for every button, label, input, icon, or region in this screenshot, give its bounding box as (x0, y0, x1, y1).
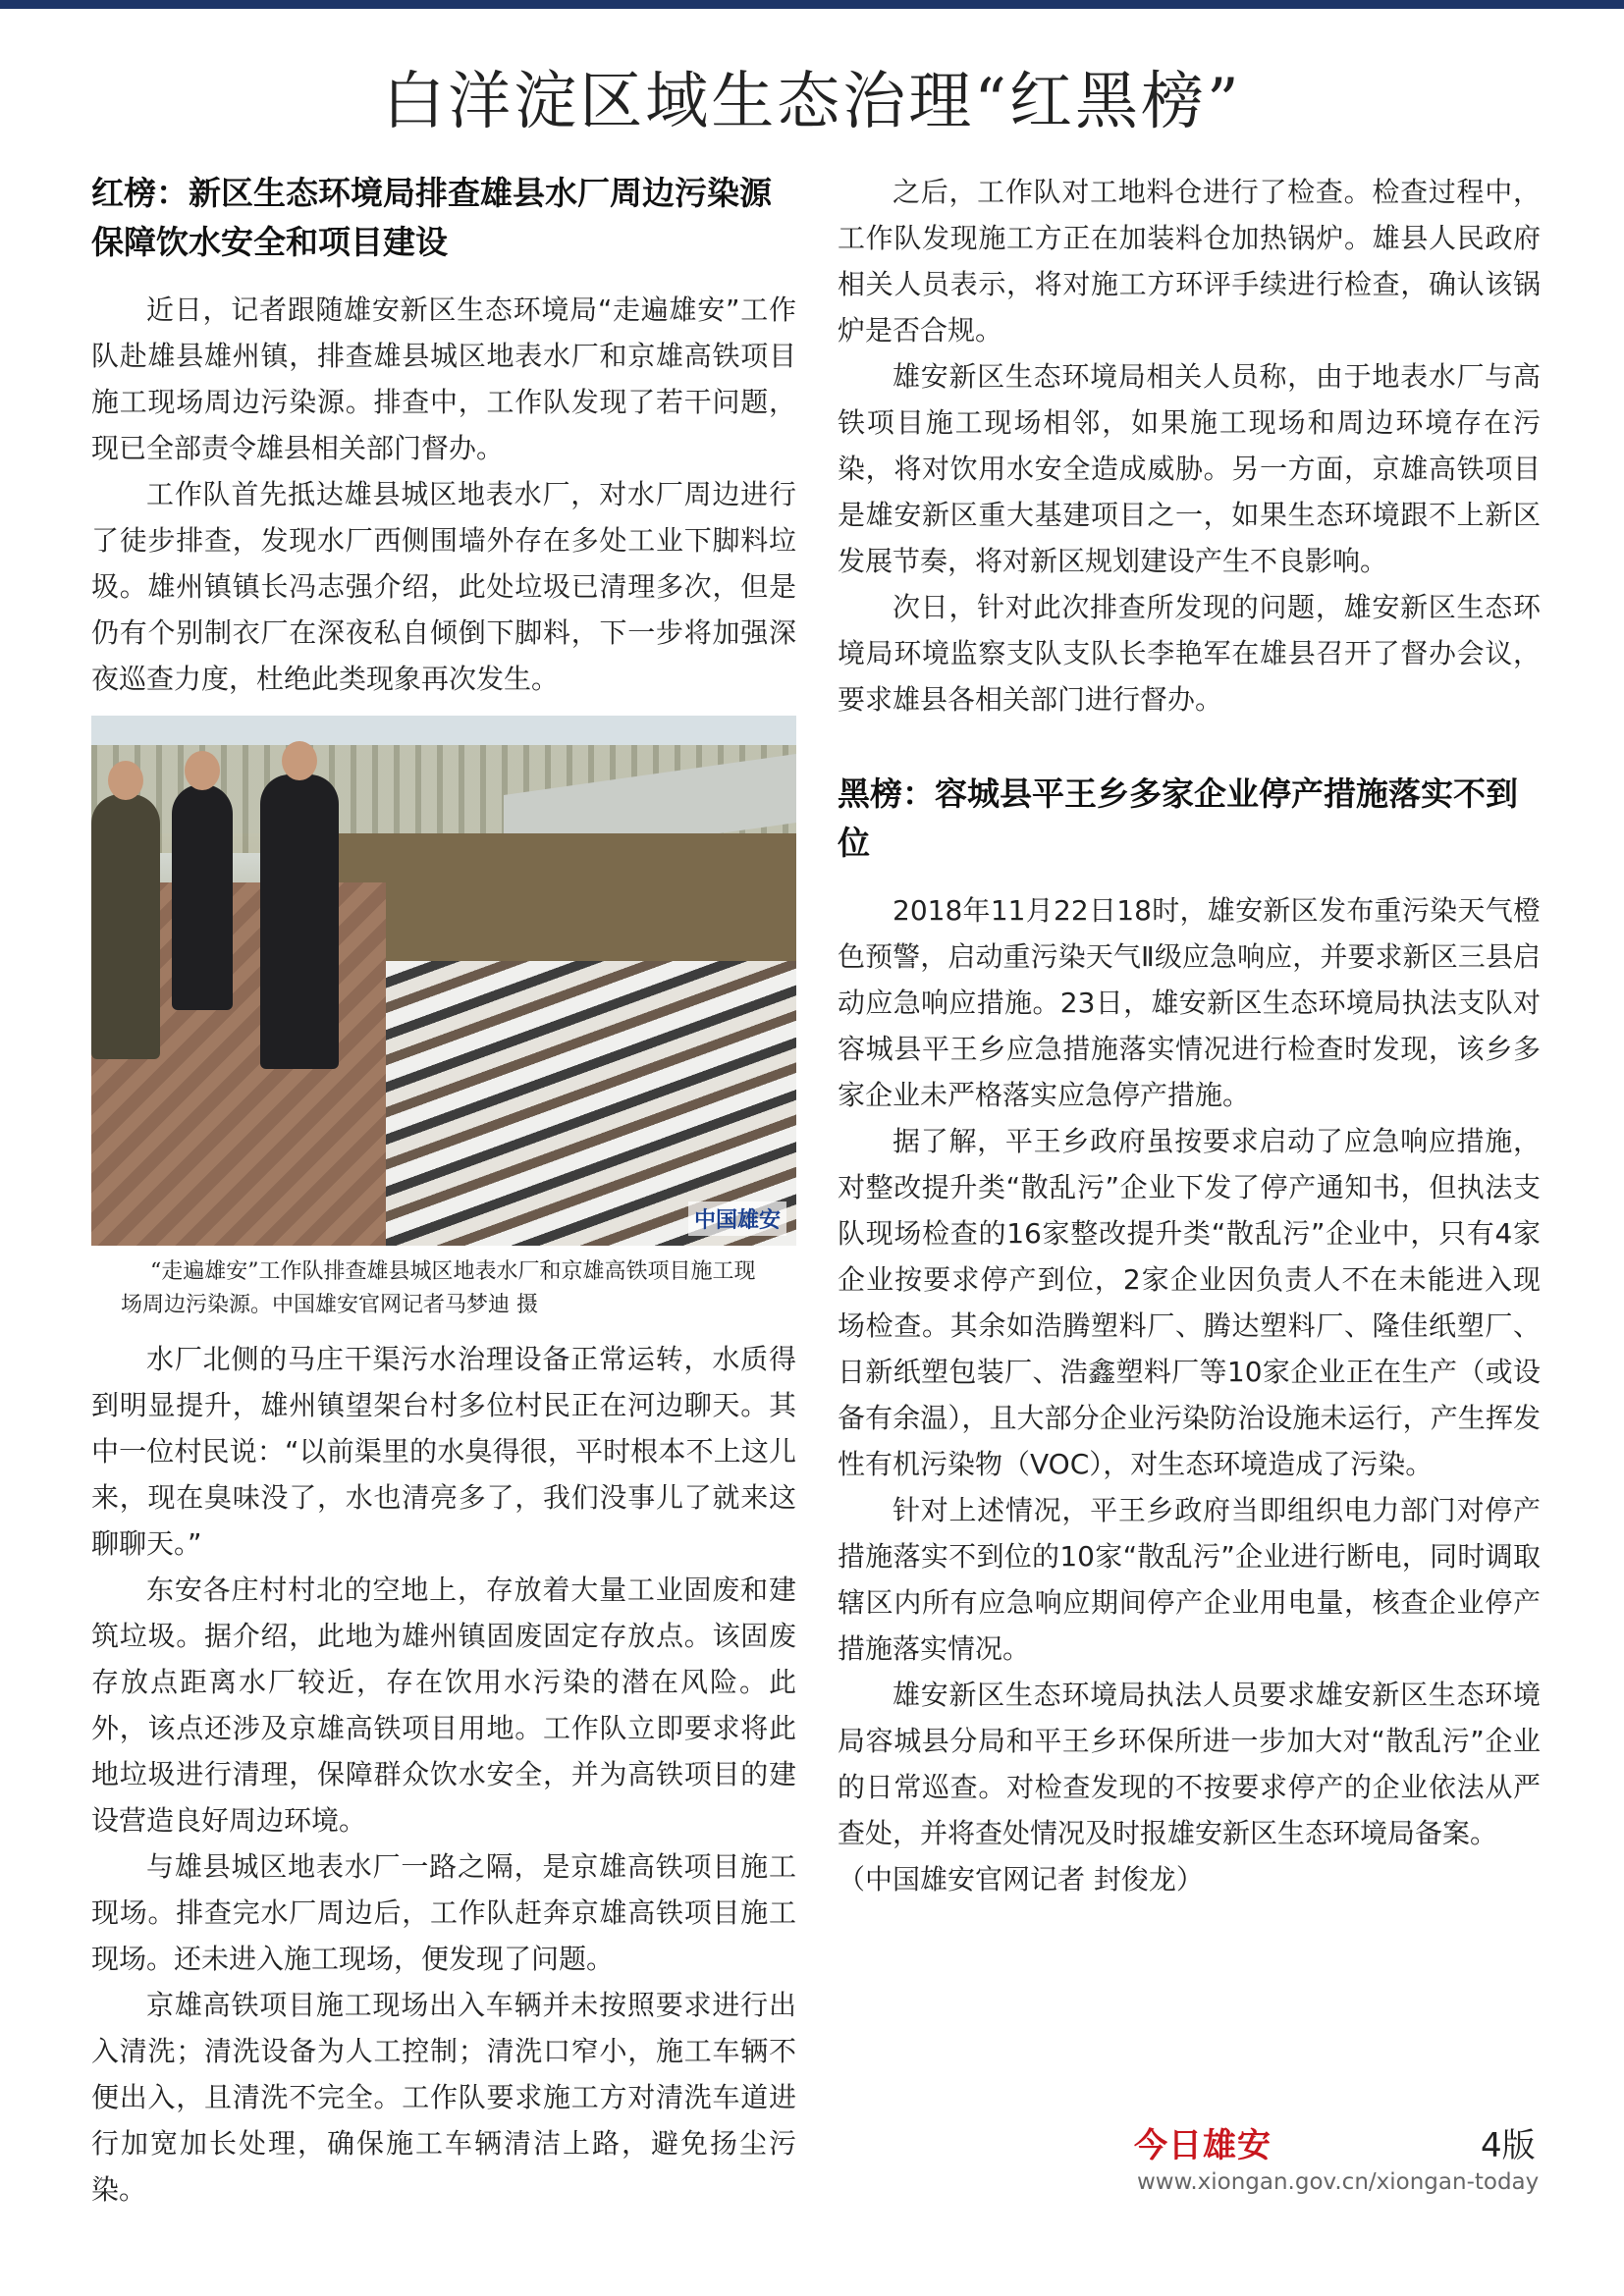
news-photo (91, 716, 796, 1246)
paragraph: 针对上述情况，平王乡政府当即组织电力部门对停产措施落实不到位的10家“散乱污”企业进行断电，同时调取辖区内所有应急响应期间停产企业用电量，核查企业停产措施落实情况。 (838, 1494, 1541, 1665)
photo-person (260, 774, 339, 1069)
paragraph: 雄安新区生态环境局相关人员称，由于地表水厂与高铁项目施工现场相邻，如果施工现场和周边环境存在污染，将对饮用水安全造成威胁。另一方面，京雄高铁项目是雄安新区重大基建项目之一，如果生态环境跟不上新区发展节奏，将对新区规划建设产生不良影响。 (838, 360, 1541, 577)
paragraph: 次日，针对此次排查所发现的问题，雄安新区生态环境局环境监察支队支队长李艳军在雄县召开了督办会议，要求雄县各相关部门进行督办。 (838, 591, 1541, 716)
paragraph: 东安各庄村村北的空地上，存放着大量工业固废和建筑垃圾。据介绍，此地为雄州镇固废固定存放点。该固废存放点距离水厂较近，存在饮用水污染的潜在风险。此外，该点还涉及京雄高铁项目用地。工作队立即要求将此地垃圾进行清理，保障群众饮水安全，并为高铁项目的建设营造良好周边环境。 (91, 1574, 796, 1837)
paragraph: 京雄高铁项目施工现场出入车辆并未按照要求进行出入清洗；清洗设备为人工控制；清洗口窄小，施工车辆不便出入，且清洗不完全。工作队要求施工方对清洗车道进行加宽加长处理，确保施工车辆清洁上路，避免扬尘污染。 (91, 1989, 796, 2206)
site-url: www.xiongan.gov.cn/xiongan-today (1137, 2169, 1540, 2195)
paragraph: 工作队首先抵达雄县城区地表水厂，对水厂周边进行了徒步排查，发现水厂西侧围墙外存在多处工业下脚料垃圾。雄州镇镇长冯志强介绍，此处垃圾已清理多次，但是仍有个别制衣厂在深夜私自倾倒下脚料，下一步将加强深夜巡查力度，杜绝此类现象再次发生。 (91, 478, 796, 695)
photo-watermark: 中国雄安 (688, 1201, 786, 1236)
left-column (91, 169, 796, 2213)
paragraph: 水厂北侧的马庄干渠污水治理设备正常运转，水质得到明显提升，雄州镇望架台村多位村民正在河边聊天。其中一位村民说：“以前渠里的水臭得很，平时根本不上这儿来，现在臭味没了，水也清亮多了，我们没事儿了就来这聊聊天。” (91, 1343, 796, 1560)
red-list-headline: 红榜：新区生态环境局排查雄县水厂周边污染源保障饮水安全和项目建设 (91, 174, 772, 261)
paragraph: 据了解，平王乡政府虽按要求启动了应急响应措施，对整改提升类“散乱污”企业下发了停产通知书，但执法支队现场检查的16家整改提升类“散乱污”企业中，只有4家企业按要求停产到位，2家企业因负责人不在未能进入现场检查。其余如浩腾塑料厂、腾达塑料厂、隆佳纸塑厂、日新纸塑包装厂、浩鑫塑料厂等10家企业正在生产（或设备有余温），且大部分企业污染防治设施未运行，产生挥发性有机污染物（VOC），对生态环境造成了污染。 (838, 1125, 1541, 1480)
byline: （中国雄安官网记者 封俊龙） (838, 1863, 1204, 1896)
paragraph: 雄安新区生态环境局执法人员要求雄安新区生态环境局容城县分局和平王乡环保所进一步加大对“散乱污”企业的日常巡查。对检查发现的不按要求停产的企业依法从严查处，并将查处情况及时报雄安新区生态环境局备案。 (838, 1679, 1541, 1849)
top-bar (0, 0, 1624, 9)
photo-person (91, 794, 160, 1059)
paragraph: 之后，工作队对工地料仓进行了检查。检查过程中，工作队发现施工方正在加装料仓加热锅炉。雄县人民政府相关人员表示，将对施工方环评手续进行检查，确认该锅炉是否合规。 (838, 176, 1541, 347)
page-number: 4版 (1481, 2126, 1536, 2165)
brand-logo: 今日雄安 (1134, 2126, 1272, 2165)
black-list-headline: 黑榜：容城县平王乡多家企业停产措施落实不到位 (838, 774, 1518, 862)
photo-caption: “走遍雄安”工作队排查雄县城区地表水厂和京雄高铁项目施工现场周边污染源。中国雄安官网记者马梦迪 摄 (121, 1259, 756, 1317)
paragraph: 近日，记者跟随雄安新区生态环境局“走遍雄安”工作队赴雄县雄州镇，排查雄县城区地表水厂和京雄高铁项目施工现场周边污染源。排查中，工作队发现了若干问题，现已全部责令雄县相关部门督办。 (91, 294, 796, 464)
paragraph: 与雄县城区地表水厂一路之隔，是京雄高铁项目施工现场。排查完水厂周边后，工作队赶奔京雄高铁项目施工现场。还未进入施工现场，便发现了问题。 (91, 1850, 796, 1975)
page-title: 白洋淀区域生态治理“红黑榜” (382, 66, 1242, 138)
right-column (838, 169, 1541, 1902)
paragraph: 2018年11月22日18时，雄安新区发布重污染天气橙色预警，启动重污染天气Ⅱ级应急响应，并要求新区三县启动应急响应措施。23日，雄安新区生态环境局执法支队对容城县平王乡应急措施落实情况进行检查时发现，该乡多家企业未严格落实应急停产措施。 (838, 894, 1541, 1111)
photo-person (172, 784, 233, 1010)
